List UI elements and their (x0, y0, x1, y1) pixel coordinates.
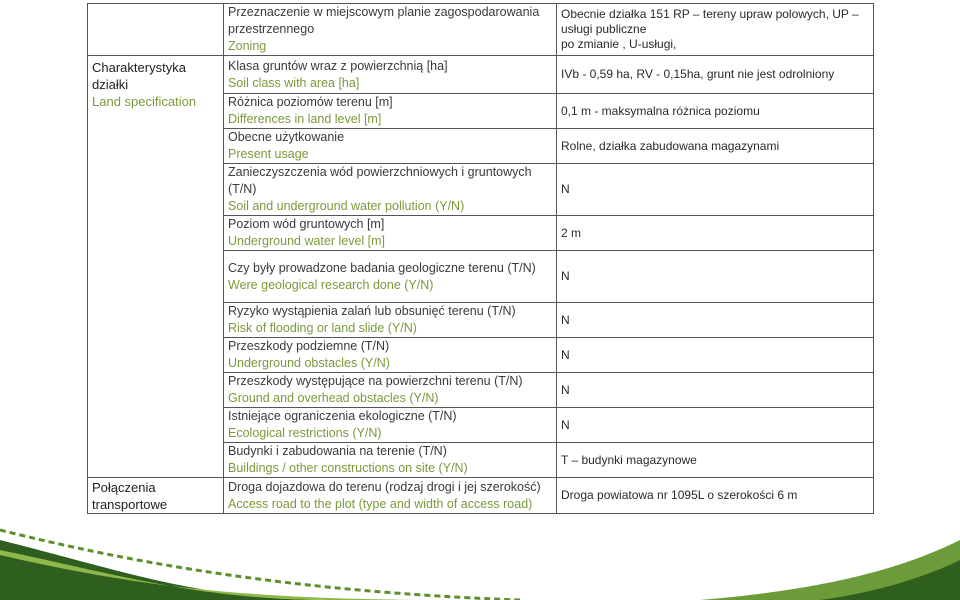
value-cell (557, 408, 874, 443)
value-text: 0,1 m - maksymalna różnica poziomu (561, 103, 760, 118)
label-pl: Klasa gruntów wraz z powierzchnią [ha] (228, 58, 448, 73)
value-text: N (561, 312, 570, 327)
value-text: IVb - 0,59 ha, RV - 0,15ha, grunt nie jest odrolniony (561, 67, 835, 81)
label-pl: Przeszkody podziemne (T/N) (228, 339, 390, 353)
label-cell (224, 303, 557, 338)
section-transport (88, 478, 224, 514)
value-cell (557, 56, 874, 94)
label-pl: Obecne użytkowanie (228, 130, 345, 144)
label-en: Buildings / other constructions on site (Y/N) (228, 461, 468, 475)
value-cell (557, 129, 874, 164)
value-text: T – budynki magazynowe (561, 452, 697, 467)
label-en: Differences in land level [m] (228, 112, 382, 126)
value-text: Obecnie działka 151 RP – tereny upraw polowych, UP – usługi publiczne po zmianie , U-usługi, (561, 7, 859, 51)
label-cell (224, 408, 557, 443)
section-title-pl: Charakterystyka działki (92, 60, 186, 92)
label-en: Underground water level [m] (228, 234, 386, 248)
label-cell (224, 338, 557, 373)
label-pl: Czy były prowadzone badania geologiczne terenu (T/N) (228, 260, 536, 275)
label-pl: Zanieczyszczenia wód powierzchniowych i gruntowych (T/N) (228, 165, 532, 196)
section-title-en: Land specification (92, 94, 197, 109)
value-text: Droga powiatowa nr 1095L o szerokości 6 m (561, 488, 798, 502)
empty-section-cell (88, 4, 224, 56)
label-pl: Różnica poziomów terenu [m] (228, 95, 393, 109)
label-cell (224, 4, 557, 56)
label-cell (224, 129, 557, 164)
value-cell (557, 303, 874, 338)
value-cell (557, 164, 874, 216)
label-cell (224, 251, 557, 303)
value-text: N (561, 182, 570, 196)
value-cell (557, 338, 874, 373)
label-en: Present usage (228, 147, 309, 161)
table-row (88, 4, 874, 56)
value-text: Rolne, działka zabudowana magazynami (561, 138, 780, 153)
label-pl: Przeszkody występujące na powierzchni terenu (T/N) (228, 374, 523, 388)
label-en: Were geological research done (Y/N) (228, 277, 434, 292)
label-en: Soil class with area [ha] (228, 75, 360, 90)
section-characteristics (88, 56, 224, 478)
label-cell (224, 373, 557, 408)
land-spec-table (87, 3, 874, 514)
label-cell (224, 216, 557, 251)
value-text: N (561, 382, 570, 397)
table-row (88, 56, 874, 94)
table-row (88, 478, 874, 514)
label-en: Underground obstacles (Y/N) (228, 356, 390, 370)
label-cell (224, 478, 557, 514)
section-title-pl: Połączenia transportowe (92, 479, 168, 512)
value-cell (557, 478, 874, 514)
value-cell (557, 251, 874, 303)
value-text: N (561, 347, 570, 362)
value-text: 2 m (561, 225, 582, 240)
label-en: Access road to the plot (type and width of access road) (228, 496, 533, 511)
label-pl: Poziom wód gruntowych [m] (228, 217, 385, 231)
value-text: N (561, 269, 570, 283)
value-text: N (561, 417, 570, 432)
swoosh-dark-band (0, 540, 330, 600)
label-en: Zoning (228, 39, 267, 53)
label-en: Ecological restrictions (Y/N) (228, 426, 382, 440)
value-cell (557, 373, 874, 408)
value-cell (557, 94, 874, 129)
label-pl: Istniejące ograniczenia ekologiczne (T/N) (228, 409, 457, 423)
label-en: Soil and underground water pollution (Y/N) (228, 199, 465, 213)
label-pl: Droga dojazdowa do terenu (rodzaj drogi i jej szerokość) (228, 479, 541, 494)
value-cell (557, 443, 874, 478)
label-cell (224, 56, 557, 94)
label-en: Risk of flooding or land slide (Y/N) (228, 321, 417, 335)
label-cell (224, 94, 557, 129)
decorative-swoosh (0, 520, 960, 600)
label-en: Ground and overhead obstacles (Y/N) (228, 391, 439, 405)
label-pl: Przeznaczenie w miejscowym planie zagospodarowania przestrzennego (228, 5, 540, 36)
label-cell (224, 443, 557, 478)
value-cell (557, 4, 874, 56)
value-cell (557, 216, 874, 251)
label-cell (224, 164, 557, 216)
label-pl: Budynki i zabudowania na terenie (T/N) (228, 444, 447, 458)
label-pl: Ryzyko wystąpienia zalań lub obsunięć terenu (T/N) (228, 304, 516, 318)
